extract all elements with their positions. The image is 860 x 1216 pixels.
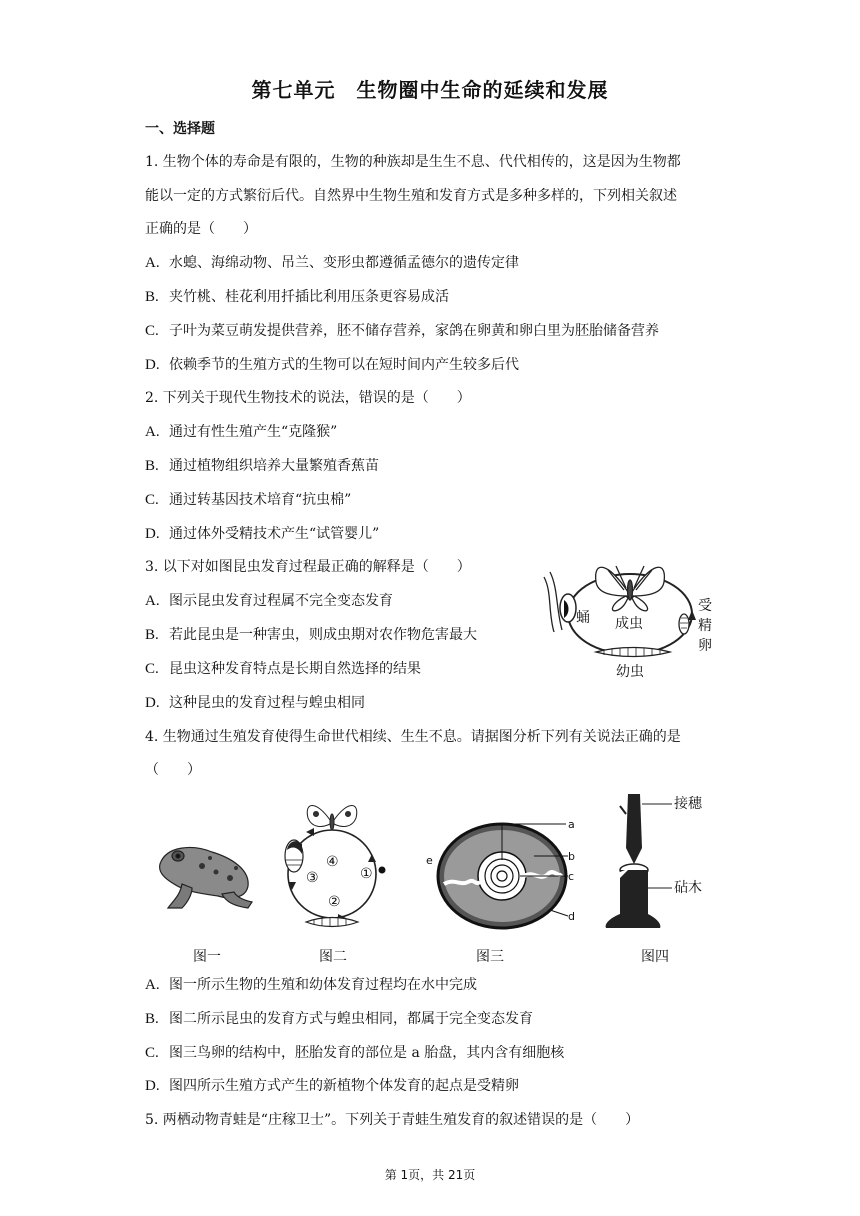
page-footer: 第 1页，共 21页	[384, 1168, 476, 1182]
option-text: 依赖季节的生殖方式的生物可以在短时间内产生较多后代	[169, 357, 519, 373]
option-letter: D.	[145, 695, 160, 711]
egg-dot	[379, 867, 386, 874]
butterfly-icon	[596, 566, 665, 611]
q1-stem-line-1: 1. 生物个体的寿命是有限的，生物的种族却是生生不息、代代相传的，这是因为生物都	[145, 154, 681, 170]
moth-icon	[307, 806, 357, 831]
section-heading: 一、选择题	[145, 121, 215, 137]
egg-icon	[679, 614, 689, 634]
option-text: 图二所示昆虫的发育方式与蝗虫相同，都属于完全变态发育	[169, 1011, 533, 1027]
label-e: e	[426, 854, 433, 867]
stage-number: ④	[326, 854, 339, 870]
q4-option-d	[145, 1076, 519, 1096]
option-text: 昆虫这种发育特点是长期自然选择的结果	[169, 661, 421, 677]
pupa-label: 蛹	[576, 610, 590, 626]
q3-option-b	[145, 625, 477, 645]
pupa-icon	[285, 840, 303, 872]
option-text: 图四所示生殖方式产生的新植物个体发育的起点是受精卵	[169, 1078, 519, 1094]
stock-icon	[606, 864, 661, 928]
option-text: 通过有性生殖产生“克隆猴”	[169, 424, 338, 440]
option-text: 这种昆虫的发育过程与蝗虫相同	[169, 695, 365, 711]
option-letter: B.	[145, 289, 159, 305]
q1-stem-line-2: 能以一定的方式繁衍后代。自然界中生物生殖和发育方式是多种多样的，下列相关叙述	[145, 188, 677, 204]
q3-stem: 3. 以下对如图昆虫发育过程最正确的解释是（ ）	[145, 559, 471, 575]
label-b: b	[568, 850, 575, 863]
figure-caption-1: 图一	[193, 949, 221, 965]
stage-number: ①	[360, 866, 373, 882]
q1-option-c	[145, 321, 659, 341]
q2-option-c	[145, 490, 351, 510]
stock-label: 砧木	[674, 880, 702, 896]
q1-option-b	[145, 287, 449, 307]
option-letter: A.	[145, 255, 160, 271]
adult-label: 成虫	[615, 616, 643, 632]
option-letter: A.	[145, 424, 160, 440]
stage-number: ②	[328, 894, 341, 910]
label-a: a	[568, 818, 575, 831]
option-text: 子叶为菜豆萌发提供营养，胚不储存营养，家鸽在卵黄和卵白里为胚胎储备营养	[169, 323, 659, 339]
figure-caption-3: 图三	[476, 949, 504, 965]
option-letter: B.	[145, 1011, 159, 1027]
option-text: 夹竹桃、桂花利用扦插比利用压条更容易成活	[169, 289, 449, 305]
scion-icon	[620, 794, 642, 864]
label-c: c	[568, 870, 575, 883]
option-text: 通过植物组织培养大量繁殖香蕉苗	[169, 458, 379, 474]
q3-option-d	[145, 693, 365, 713]
option-letter: D.	[145, 1078, 160, 1094]
option-letter: C.	[145, 1045, 159, 1061]
option-text: 通过体外受精技术产生“试管婴儿”	[169, 526, 380, 542]
option-text: 图三鸟卵的结构中，胚胎发育的部位是 a 胎盘，其内含有细胞核	[169, 1045, 565, 1061]
option-text: 通过转基因技术培育“抗虫棉”	[169, 492, 352, 508]
q4-option-b	[145, 1009, 533, 1029]
option-letter: A.	[145, 977, 160, 993]
grafting-figure	[600, 788, 724, 934]
larva-icon	[306, 918, 358, 927]
option-text: 若此昆虫是一种害虫，则成虫期对农作物危害最大	[169, 627, 477, 643]
bird-egg-figure	[424, 812, 584, 938]
label-d: d	[568, 910, 575, 923]
larva-label: 幼虫	[616, 664, 644, 680]
q2-option-a	[145, 422, 337, 442]
q1-stem-line-3: 正确的是（ ）	[145, 221, 257, 237]
q5-stem: 5. 两栖动物青蛙是“庄稼卫士”。下列关于青蛙生殖发育的叙述错误的是（ ）	[145, 1112, 640, 1128]
scion-label: 接穗	[674, 796, 702, 812]
option-letter: C.	[145, 323, 159, 339]
q1-option-d	[145, 355, 519, 375]
option-letter: B.	[145, 458, 159, 474]
option-letter: B.	[145, 627, 159, 643]
frog-figure	[152, 836, 257, 916]
q4-option-a	[145, 975, 477, 995]
option-text: 图示昆虫发育过程属不完全变态发育	[169, 593, 393, 609]
option-text: 水螅、海绵动物、吊兰、变形虫都遵循孟德尔的遗传定律	[169, 255, 519, 271]
q2-option-d	[145, 524, 379, 544]
insect-cycle-figure	[276, 798, 388, 934]
q2-stem: 2. 下列关于现代生物技术的说法，错误的是（ ）	[145, 390, 471, 406]
q1-option-a	[145, 253, 519, 273]
stage-number: ③	[306, 870, 319, 886]
figure-caption-4: 图四	[641, 949, 669, 965]
figure-caption-2: 图二	[319, 949, 347, 965]
q4-stem-line-1: 4. 生物通过生殖发育使得生命世代相续、生生不息。请据图分析下列有关说法正确的是	[145, 729, 681, 745]
egg-label-char: 卵	[698, 638, 712, 654]
q4-stem-line-2: （ ）	[145, 762, 201, 778]
insect-lifecycle-figure	[538, 552, 718, 682]
option-letter: D.	[145, 526, 160, 542]
page-title: 第七单元 生物圈中生命的延续和发展	[251, 78, 609, 102]
option-letter: D.	[145, 357, 160, 373]
q3-option-c	[145, 659, 421, 679]
egg-label-char: 精	[698, 618, 712, 634]
option-letter: C.	[145, 492, 159, 508]
q2-option-b	[145, 456, 379, 476]
egg-label-char: 受	[698, 598, 712, 614]
q4-option-c	[145, 1043, 564, 1063]
option-text: 图一所示生物的生殖和幼体发育过程均在水中完成	[169, 977, 477, 993]
option-letter: C.	[145, 661, 159, 677]
pupa-icon	[544, 572, 576, 632]
frog-icon	[160, 848, 252, 908]
q3-option-a	[145, 591, 393, 611]
option-letter: A.	[145, 593, 160, 609]
